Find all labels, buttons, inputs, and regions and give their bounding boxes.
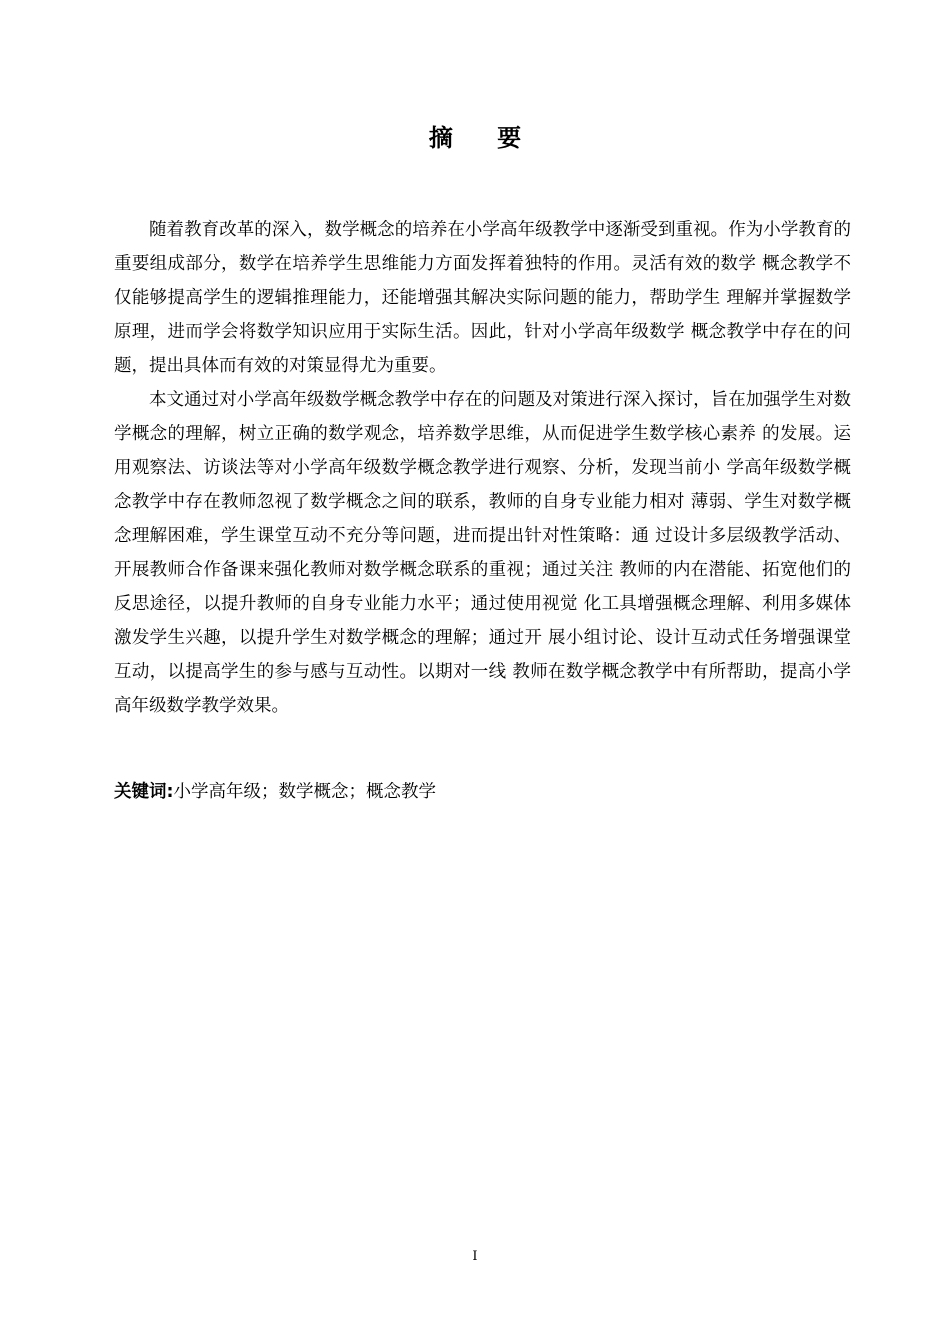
- page-number: I: [472, 1249, 478, 1264]
- page-title: 摘 要: [428, 123, 540, 152]
- keywords-line: [114, 775, 851, 809]
- abstract-paragraph-1: 随着教育改革的深入，数学概念的培养在小学高年级教学中逐渐受到重视。作为小学教育的重要组成部分，数学在培养学生思维能力方面发挥着独特的作用。灵活有效的数学 概念教学不仅能够提高学生的逻辑推理能力，还能增强其解决实际问题的能力，帮助学生 理解并掌握数学原理，进而学会将数学知识应用于实际生活。因此，针对小学高年级数学 概念教学中存在的问题，提出具体而有效的对策显得尤为重要。: [114, 220, 851, 376]
- keywords-label: 关键词:: [114, 782, 174, 802]
- keywords-value: 小学高年级；数学概念；概念教学: [173, 782, 436, 802]
- abstract-body: [114, 213, 851, 723]
- abstract-paragraph-2: 本文通过对小学高年级数学概念教学中存在的问题及对策进行深入探讨，旨在加强学生对数学概念的理解，树立正确的数学观念，培养数学思维，从而促进学生数学核心素养 的发展。运用观察法、访谈法等对小学高年级数学概念教学进行观察、分析，发现当前小 学高年级数学概念教学中存在教师忽视了数学概念之间的联系，教师的自身专业能力相对 薄弱、学生对数学概念理解困难，学生课堂互动不充分等问题，进而提出针对性策略：通 过设计多层级教学活动、开展教师合作备课来强化教师对数学概念联系的重视；通过关注 教师的内在潜能、拓宽他们的反思途径，以提升教师的自身专业能力水平；通过使用视觉 化工具增强概念理解、利用多媒体激发学生兴趣，以提升学生对数学概念的理解；通过开 展小组讨论、设计互动式任务增强课堂互动，以提高学生的参与感与互动性。以期对一线 教师在数学概念教学中有所帮助，提高小学高年级数学教学效果。: [114, 390, 851, 716]
